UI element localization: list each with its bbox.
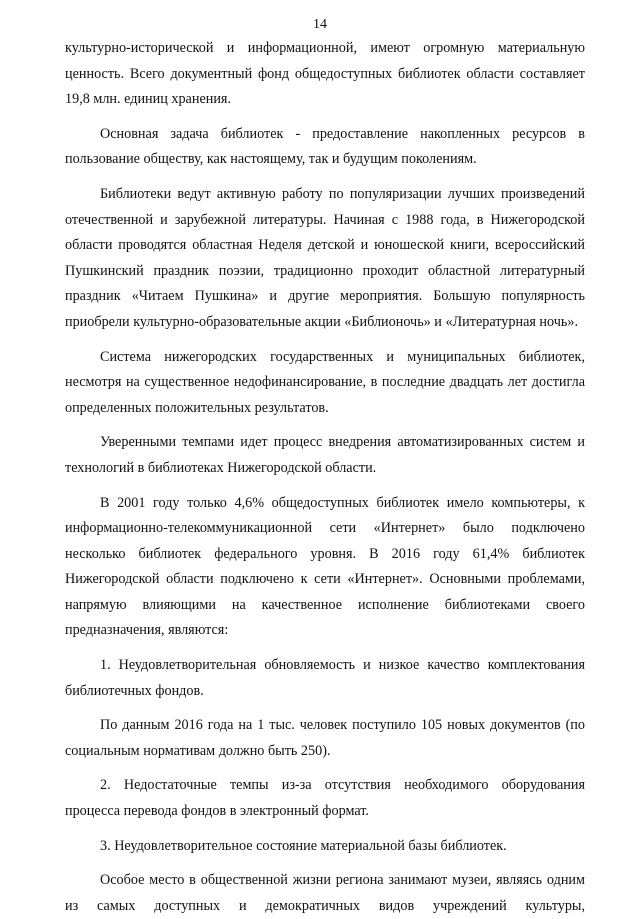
paragraph-3: Библиотеки ведут активную работу по популяризации лучших произведений отечественной и зарубежной литературы. Начиная с 1988 года, в Нижегородской области проводятся областная Неделя детской и юношеской книги, всероссийский Пушкинский праздник поэзии, традиционно проходит областной литературный праздник «Читаем Пушкина» и другие мероприятия. Большую популярность приобрели культурно-образовательные акции «Библионочь» и «Литературная ночь». xyxy=(65,185,585,330)
paragraph-2: Основная задача библиотек - предоставление накопленных ресурсов в пользование обществу, как настоящему, так и будущим поколениям. xyxy=(65,125,585,168)
paragraph-8: Особое место в общественной жизни региона занимают музеи, являясь одним из самых доступных и демократичных видов учреждений культуры, xyxy=(65,872,585,914)
list-item-1: 1. Неудовлетворительная обновляемость и низкое качество комплектования библиотечных фондов. xyxy=(65,657,585,699)
paragraph-1: культурно-исторической и информационной, имеют огромную материальную ценность. Всего документный фонд общедоступных библиотек области составляет 19,8 млн. единиц хранения. xyxy=(65,40,585,108)
document-body xyxy=(65,36,585,919)
list-item-2: 2. Недостаточные темпы из-за отсутствия необходимого оборудования процесса перевода фондов в электронный формат. xyxy=(65,777,585,820)
paragraph-6: В 2001 году только 4,6% общедоступных библиотек имело компьютеры, к информационно-телекоммуникационной сети «Интернет» было подключено несколько библиотек федерального уровня. В 2016 году 61,4% библиотек Нижегородской области подключено к сети «Интернет». Основными проблемами, напрямую влияющими на качественное исполнение библиотеками своего предназначения, являются: xyxy=(65,494,585,639)
paragraph-4: Система нижегородских государственных и муниципальных библиотек, несмотря на существенное недофинансирование, в последние двадцать лет достигла определенных положительных результатов. xyxy=(65,348,585,416)
paragraph-7: По данным 2016 года на 1 тыс. человек поступило 105 новых документов (по социальным нормативам должно быть 250). xyxy=(65,717,585,759)
page-number: 14 xyxy=(313,17,327,32)
paragraph-5: Уверенными темпами идет процесс внедрения автоматизированных систем и технологий в библиотеках Нижегородской области. xyxy=(65,434,585,476)
list-item-3: 3. Неудовлетворительное состояние материальной базы библиотек. xyxy=(100,837,507,854)
